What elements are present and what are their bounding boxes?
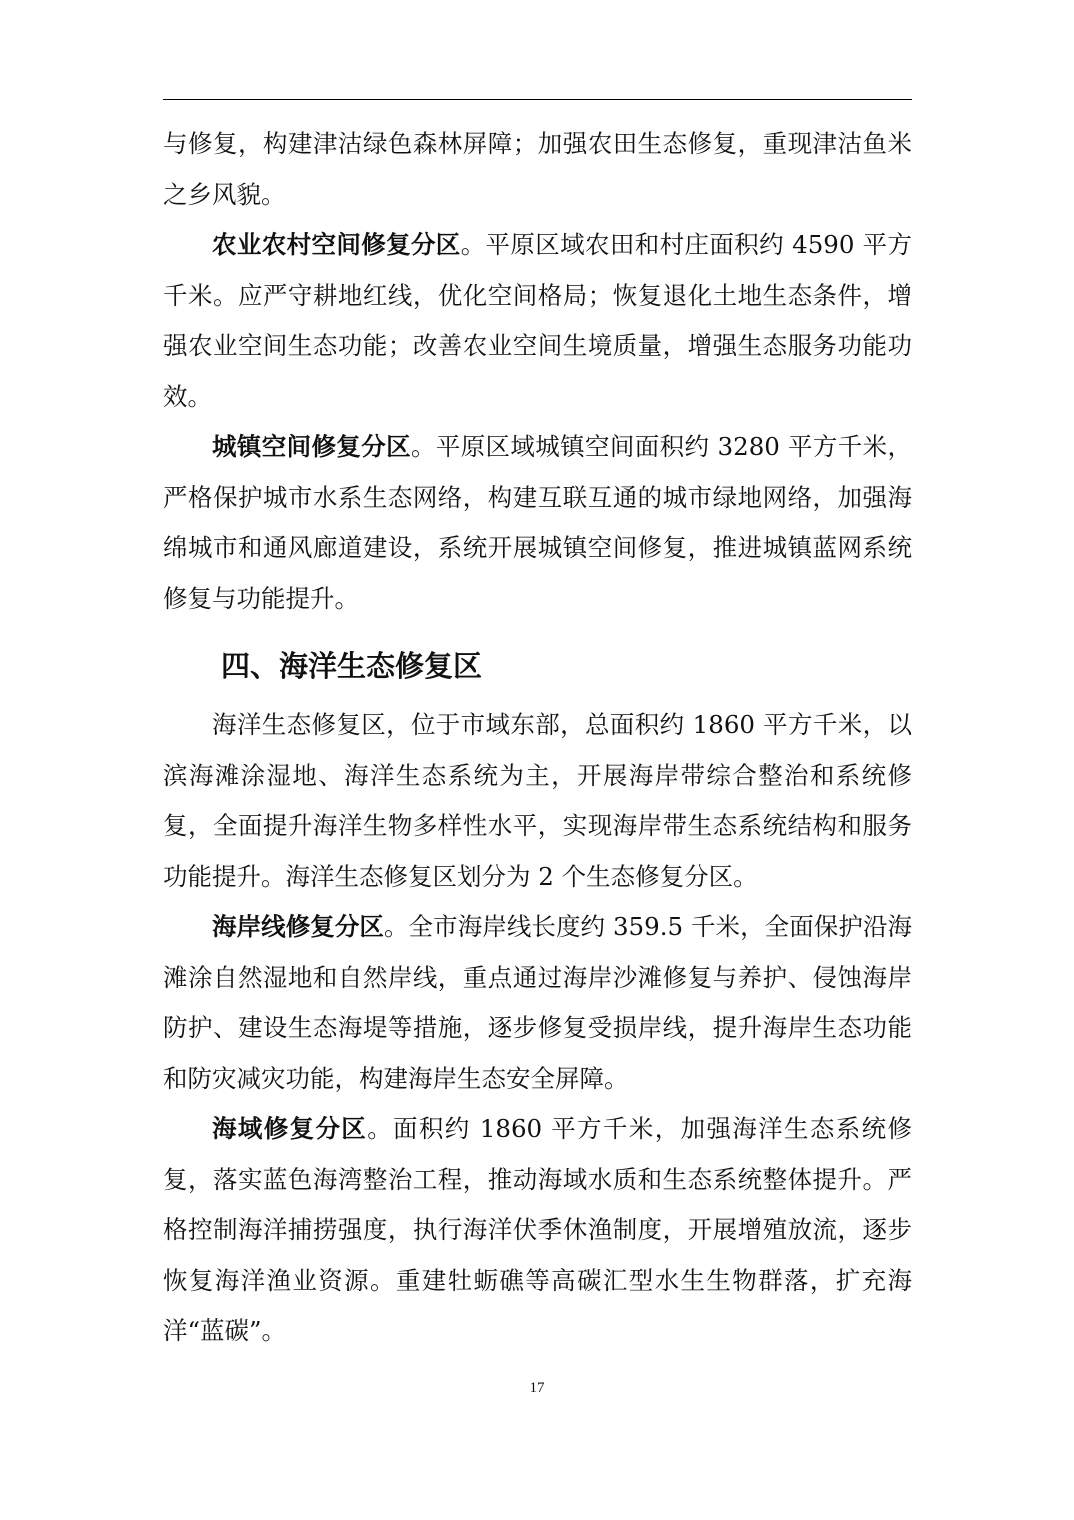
body-agricultural-zone: 。平原区域农田和村庄面积约 4590 平方千米。应严守耕地红线，优化空间格局；恢复退化土地生态条件，增强农业空间生态功能；改善农业空间生境质量，增强生态服务功能功效。 <box>163 230 912 411</box>
page-body <box>163 119 912 1357</box>
paragraph-coastline-zone <box>163 902 912 1104</box>
subheading-sea-area-zone: 海域修复分区 <box>212 1114 368 1143</box>
paragraph-continuation: 与修复，构建津沽绿色森林屏障；加强农田生态修复，重现津沽鱼米之乡风貌。 <box>163 129 912 209</box>
paragraph-sea-area-zone <box>163 1104 912 1357</box>
paragraph-agricultural-zone <box>163 220 912 422</box>
body-urban-zone: 。平原区域城镇空间面积约 3280 平方千米，严格保护城市水系生态网络，构建互联互通的城市绿地网络，加强海绵城市和通风廊道建设，系统开展城镇空间修复，推进城镇蓝网系统修复与功能提升。 <box>163 432 912 613</box>
paragraph-urban-zone <box>163 422 912 624</box>
body-sea-area-zone: 。面积约 1860 平方千米，加强海洋生态系统修复，落实蓝色海湾整治工程，推动海域水质和生态系统整体提升。严格控制海洋捕捞强度，执行海洋伏季休渔制度，开展增殖放流，逐步恢复海洋渔业资源。重建牡蛎礁等高碳汇型水生生物群落，扩充海洋“蓝碳”。 <box>163 1114 912 1345</box>
subheading-urban-zone: 城镇空间修复分区 <box>212 432 411 461</box>
header-rule <box>163 99 912 100</box>
paragraph-marine-intro: 海洋生态修复区，位于市域东部，总面积约 1860 平方千米，以滨海滩涂湿地、海洋生态系统为主，开展海岸带综合整治和系统修复，全面提升海洋生物多样性水平，实现海岸带生态系统结构和服务功能提升。海洋生态修复区划分为 2 个生态修复分区。 <box>163 710 912 891</box>
body-coastline-zone: 。全市海岸线长度约 359.5 千米，全面保护沿海滩涂自然湿地和自然岸线，重点通过海岸沙滩修复与养护、侵蚀海岸防护、建设生态海堤等措施，逐步修复受损岸线，提升海岸生态功能和防灾减灾功能，构建海岸生态安全屏障。 <box>163 912 912 1093</box>
subheading-coastline-zone: 海岸线修复分区 <box>212 912 384 941</box>
page-number: 17 <box>529 1380 545 1396</box>
subheading-agricultural-zone: 农业农村空间修复分区 <box>212 230 461 259</box>
section-heading: 四、海洋生态修复区 <box>221 649 483 683</box>
